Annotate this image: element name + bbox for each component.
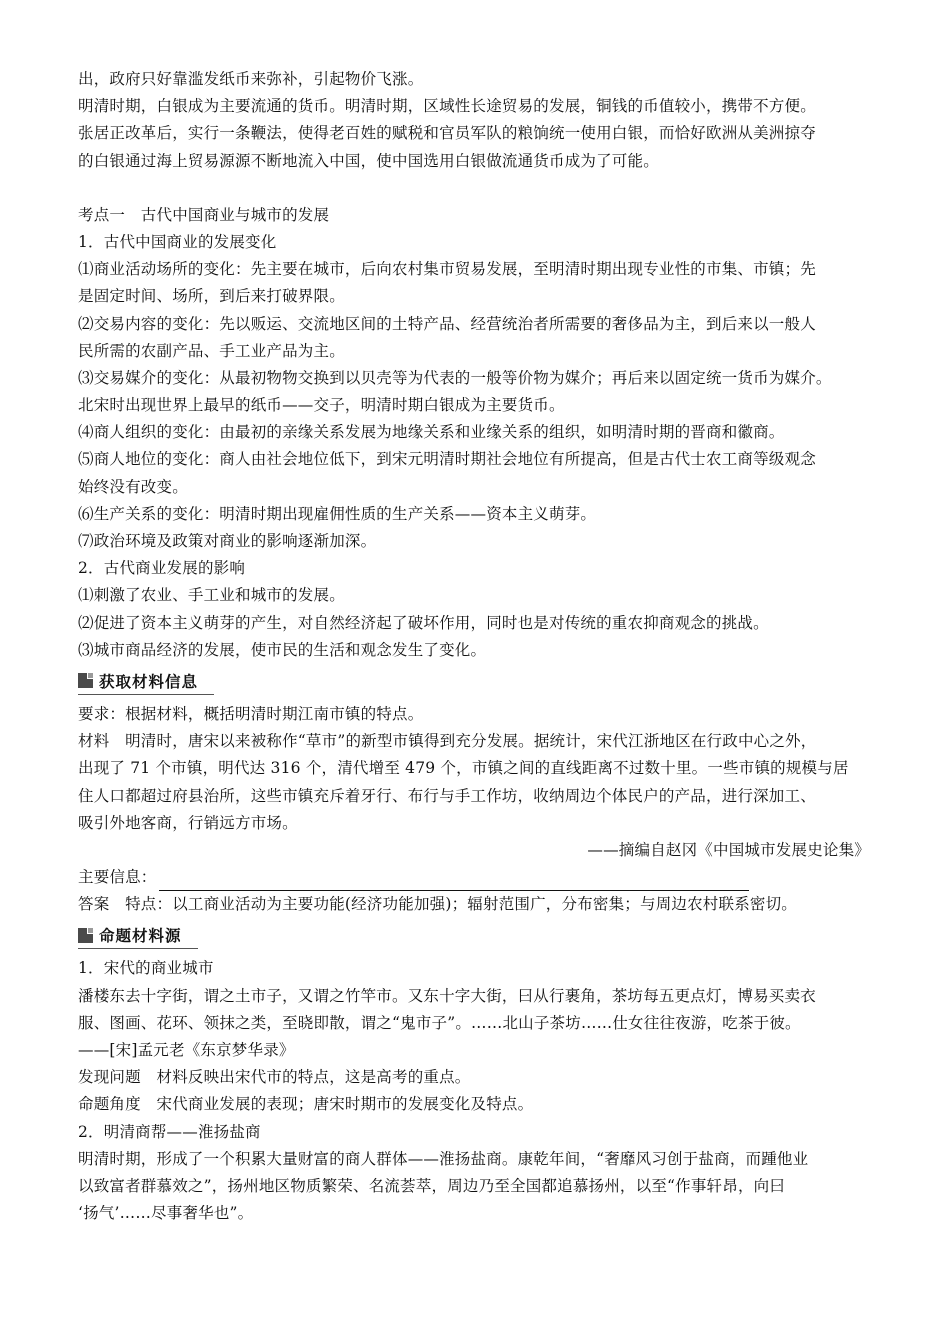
- text-line: 住人口都超过府县治所，这些市镇充斥着牙行、布行与手工作坊，收纳周边个体民户的产品，进行深加工、: [78, 786, 816, 805]
- source-citation: ——摘编自赵冈《中国城市发展史论集》: [587, 840, 870, 859]
- text-line: ⑺政治环境及政策对商业的影响逐渐加深。: [78, 532, 377, 550]
- text-line: 始终没有改变。: [78, 477, 188, 496]
- text-line: 发现问题 材料反映出宋代市的特点，这是高考的重点。: [78, 1068, 471, 1087]
- text-line: 命题角度 宋代商业发展的表现；唐宋时期市的发展变化及特点。: [78, 1095, 534, 1114]
- material-source-block: [78, 955, 890, 1227]
- main-info-blank[interactable]: [159, 870, 749, 891]
- answer-line: 答案 特点：以工商业活动为主要功能(经济功能加强)；辐射范围广，分布密集；与周边农村联系密切。: [78, 895, 797, 914]
- section-marker-icon: [78, 928, 93, 943]
- text-line: 潘楼东去十字街，谓之土市子，又谓之竹竿市。又东十字大街，曰从行裹角，茶坊每五更点灯，博易买卖衣: [78, 986, 816, 1005]
- text-line: ⑴商业活动场所的变化：先主要在城市，后向农村集市贸易发展，至明清时期出现专业性的市集、市镇；先: [78, 260, 816, 279]
- intro-paragraph: [78, 66, 890, 175]
- text-line: 材料 明清时，唐宋以来被称作“草市”的新型市镇得到充分发展。据统计，宋代江浙地区在行政中心之外，: [78, 732, 817, 751]
- text-line: 出，政府只好靠滥发纸币来弥补，引起物价飞涨。: [78, 70, 424, 88]
- section-marker-icon: [78, 673, 93, 688]
- text-line: ‘扬气’……尽事奢华也”。: [78, 1204, 254, 1223]
- section-title: 获取材料信息: [99, 672, 199, 691]
- text-line: 明清时期，形成了一个积累大量财富的商人群体——淮扬盐商。康乾年间，“奢靡风习创于盐商，而踵他业: [78, 1149, 809, 1168]
- spacer: [78, 175, 890, 202]
- text-line: 2．古代商业发展的影响: [78, 559, 246, 578]
- text-line: ⑴刺激了农业、手工业和城市的发展。: [78, 586, 345, 605]
- text-line: 要求：根据材料，概括明清时期江南市镇的特点。: [78, 704, 424, 723]
- text-line: 1．宋代的商业城市: [78, 959, 214, 978]
- material-info-block: [78, 701, 890, 919]
- text-line: ⑷商人组织的变化：由最初的亲缘关系发展为地缘关系和业缘关系的组织，如明清时期的晋商和徽商。: [78, 423, 785, 442]
- text-line: 服、图画、花环、领抹之类，至晓即散，谓之“鬼市子”。……北山子茶坊……仕女往往夜游，吃茶于彼。: [78, 1013, 801, 1032]
- text-line: ⑶城市商品经济的发展，使市民的生活和观念发生了变化。: [78, 640, 487, 659]
- document-page: [78, 66, 890, 1227]
- kaodian-section: [78, 202, 890, 664]
- text-line: 的白银通过海上贸易源源不断地流入中国，使中国选用白银做流通货币成为了可能。: [78, 151, 659, 170]
- text-line: 1．古代中国商业的发展变化: [78, 232, 277, 251]
- kaodian-title: 考点一 古代中国商业与城市的发展: [78, 205, 330, 224]
- text-line: 民所需的农副产品、手工业产品为主。: [78, 341, 345, 360]
- text-line: ⑸商人地位的变化：商人由社会地位低下，到宋元明清时期社会地位有所提高，但是古代士农工商等级观念: [78, 450, 816, 469]
- text-line: ⑵交易内容的变化：先以贩运、交流地区间的土特产品、经营统治者所需要的奢侈品为主，到后来以一般人: [78, 314, 816, 333]
- text-line: ⑹生产关系的变化：明清时期出现雇佣性质的生产关系——资本主义萌芽。: [78, 504, 597, 523]
- text-line: ⑵促进了资本主义萌芽的产生，对自然经济起了破坏作用，同时也是对传统的重农抑商观念的挑战。: [78, 613, 769, 632]
- main-info-row: [78, 864, 890, 891]
- text-line: 吸引外地客商，行销远方市场。: [78, 813, 298, 832]
- text-line: 2．明清商帮——淮扬盐商: [78, 1122, 261, 1141]
- section-title: 命题材料源: [99, 927, 182, 946]
- text-line: 北宋时出现世界上最早的纸币——交子，明清时期白银成为主要货币。: [78, 396, 565, 415]
- text-line: ⑶交易媒介的变化：从最初物物交换到以贝壳等为代表的一般等价物为媒介；再后来以固定统一货币为媒介。: [78, 368, 832, 387]
- text-line: 张居正改革后，实行一条鞭法，使得老百姓的赋税和官员军队的粮饷统一使用白银，而恰好欧洲从美洲掠夺: [78, 124, 816, 143]
- section-header-material-source: [78, 920, 890, 953]
- text-line: 是固定时间、场所，到后来打破界限。: [78, 287, 345, 306]
- text-line: ——[宋]孟元老《东京梦华录》: [78, 1041, 295, 1059]
- main-info-label: 主要信息：: [78, 868, 157, 887]
- section-header-material-info: [78, 666, 890, 699]
- text-line: 明清时期，白银成为主要流通的货币。明清时期，区域性长途贸易的发展，铜钱的币值较小，携带不方便。: [78, 97, 816, 116]
- text-line: 以致富者群慕效之”，扬州地区物质繁荣、名流荟萃，周边乃至全国都追慕扬州，以至“作事轩昂，向曰: [78, 1176, 786, 1195]
- text-line: 出现了 71 个市镇，明代达 316 个，清代增至 479 个，市镇之间的直线距离不过数十里。一些市镇的规模与居: [78, 759, 849, 778]
